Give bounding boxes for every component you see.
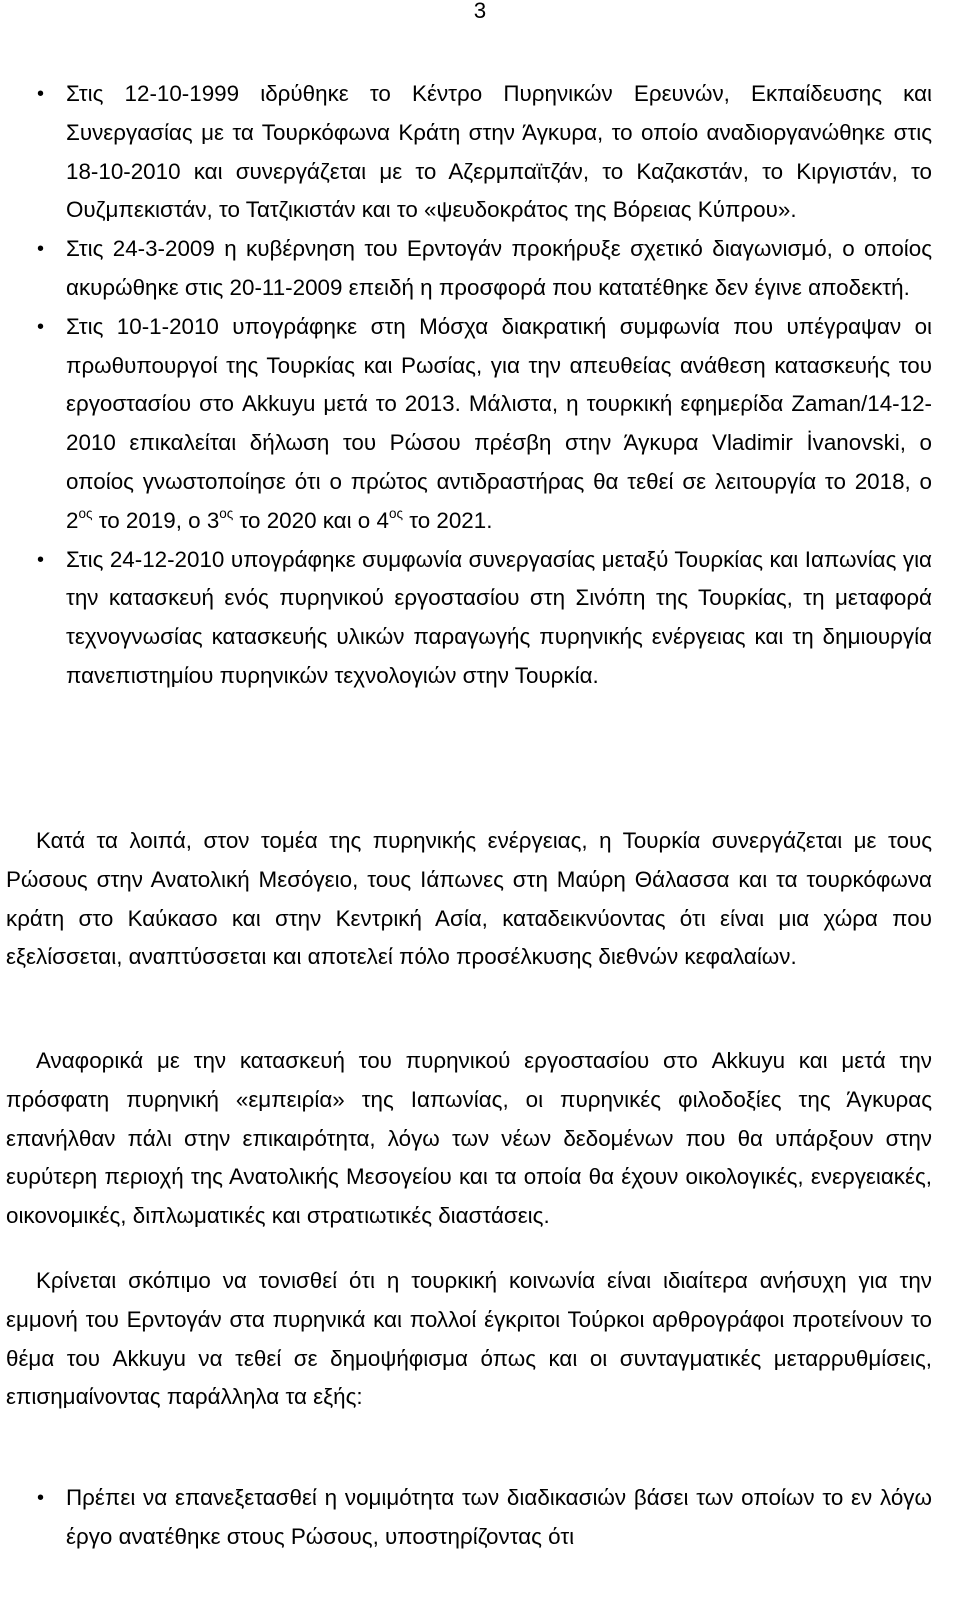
list-item: [37, 541, 932, 696]
bullet-list-top: [37, 75, 932, 696]
bullet-icon: •: [37, 83, 45, 105]
text-run: το 2021.: [402, 507, 493, 533]
list-item-text: Στις 24-12-2010 υπογράφηκε συμφωνία συνεργασίας μεταξύ Τουρκίας και Ιαπωνίας για την κατασκευή ενός πυρηνικού εργοστασίου στη Σινόπη της Τουρκίας, τη μεταφορά τεχνογνωσίας κατασκευής υλικών παραγωγής πυρηνικής ενέργειας και τη δημιουργία πανεπιστημίου πυρηνικών τεχνολογιών στην Τουρκία.: [66, 546, 932, 688]
list-item-text: Στις 24-3-2009 η κυβέρνηση του Ερντογάν προκήρυξε σχετικό διαγωνισμό, ο οποίος ακυρώθηκε στις 20-11-2009 επειδή η προσφορά που κατατέθηκε δεν έγινε αποδεκτή.: [66, 236, 932, 300]
bullet-icon: •: [37, 315, 45, 338]
page-number: 3: [473, 0, 487, 23]
bullet-list-bottom: [37, 1479, 932, 1557]
ordinal-suffix: ος: [219, 506, 234, 522]
list-item-text: Πρέπει να επανεξετασθεί η νομιμότητα των διαδικασιών βάσει των οποίων το εν λόγω έργο ανατέθηκε στους Ρώσους, υποστηρίζοντας ότι: [66, 1485, 932, 1549]
list-item: [37, 75, 932, 230]
list-item-text: [66, 314, 932, 533]
paragraph: Αναφορικά με την κατασκευή του πυρηνικού εργοστασίου στο Akkuyu και μετά την πρόσφατη πυρηνική «εμπειρία» της Ιαπωνίας, οι πυρηνικές φιλοδοξίες της Άγκυρας επανήλθαν πάλι στην επικαιρότητα, λόγω των νέων δεδομένων που θα υπάρξουν στην ευρύτερη περιοχή της Ανατολικής Μεσογείου και τα οποία θα έχουν οικολογικές, ενεργειακές, οικονομικές, διπλωματικές και στρατιωτικές διαστάσεις.: [6, 1048, 932, 1229]
bullet-icon: •: [37, 238, 45, 261]
text-run: το 2019, ο 3: [92, 507, 220, 533]
paragraph: Κατά τα λοιπά, στον τομέα της πυρηνικής ενέργειας, η Τουρκία συνεργάζεται με τους Ρώσους στην Ανατολική Μεσόγειο, τους Ιάπωνες στη Μαύρη Θάλασσα και τα τουρκόφωνα κράτη στο Καύκασο και στην Κεντρική Ασία, καταδεικνύοντας ότι είναι μια χώρα που εξελίσσεται, αναπτύσσεται και αποτελεί πόλο προσέλκυσης διεθνών κεφαλαίων.: [6, 828, 932, 970]
ordinal-suffix: ος: [388, 506, 403, 522]
list-item: [37, 308, 932, 541]
list-item: [37, 1479, 932, 1557]
text-run: Στις 10-1-2010 υπογράφηκε στη Μόσχα διακρατική συμφωνία που υπέγραψαν οι πρωθυπουργοί της Τουρκίας και Ρωσίας, για την απευθείας ανάθεση κατασκευής του εργοστασίου στο Akkuyu μετά το 2013. Μάλιστα, η τουρκική εφημερίδα Zaman/14-12-2010 επικαλείται δήλωση του Ρώσου πρέσβη στην Άγκυρα Vladimir İvanovski, ο οποίος γνωστοποίησε ότι ο πρώτος αντιδραστήρας θα τεθεί σε λειτουργία το 2018, ο 2: [66, 313, 932, 533]
paragraph: Κρίνεται σκόπιμο να τονισθεί ότι η τουρκική κοινωνία είναι ιδιαίτερα ανήσυχη για την εμμονή του Ερντογάν στα πυρηνικά και πολλοί έγκριτοι Τούρκοι αρθρογράφοι προτείνουν το θέμα του Akkuyu να τεθεί σε δημοψήφισμα όπως και οι συνταγματικές μεταρρυθμίσεις, επισημαίνοντας παράλληλα τα εξής:: [6, 1268, 932, 1410]
list-item: [37, 230, 932, 308]
text-run: το 2020 και ο 4: [233, 507, 389, 533]
bullet-icon: •: [37, 548, 45, 571]
ordinal-suffix: ος: [78, 506, 93, 522]
list-item-text: Στις 12-10-1999 ιδρύθηκε το Κέντρο Πυρηνικών Ερευνών, Εκπαίδευσης και Συνεργασίας με τα Τουρκόφωνα Κράτη στην Άγκυρα, το οποίο αναδιοργανώθηκε στις 18-10-2010 και συνεργάζεται με το Αζερμπαϊτζάν, το Καζακστάν, το Κιργιστάν, το Ουζμπεκιστάν, το Τατζικιστάν και το «ψευδοκράτος της Βόρειας Κύπρου».: [66, 81, 932, 223]
bullet-icon: •: [37, 1487, 45, 1509]
